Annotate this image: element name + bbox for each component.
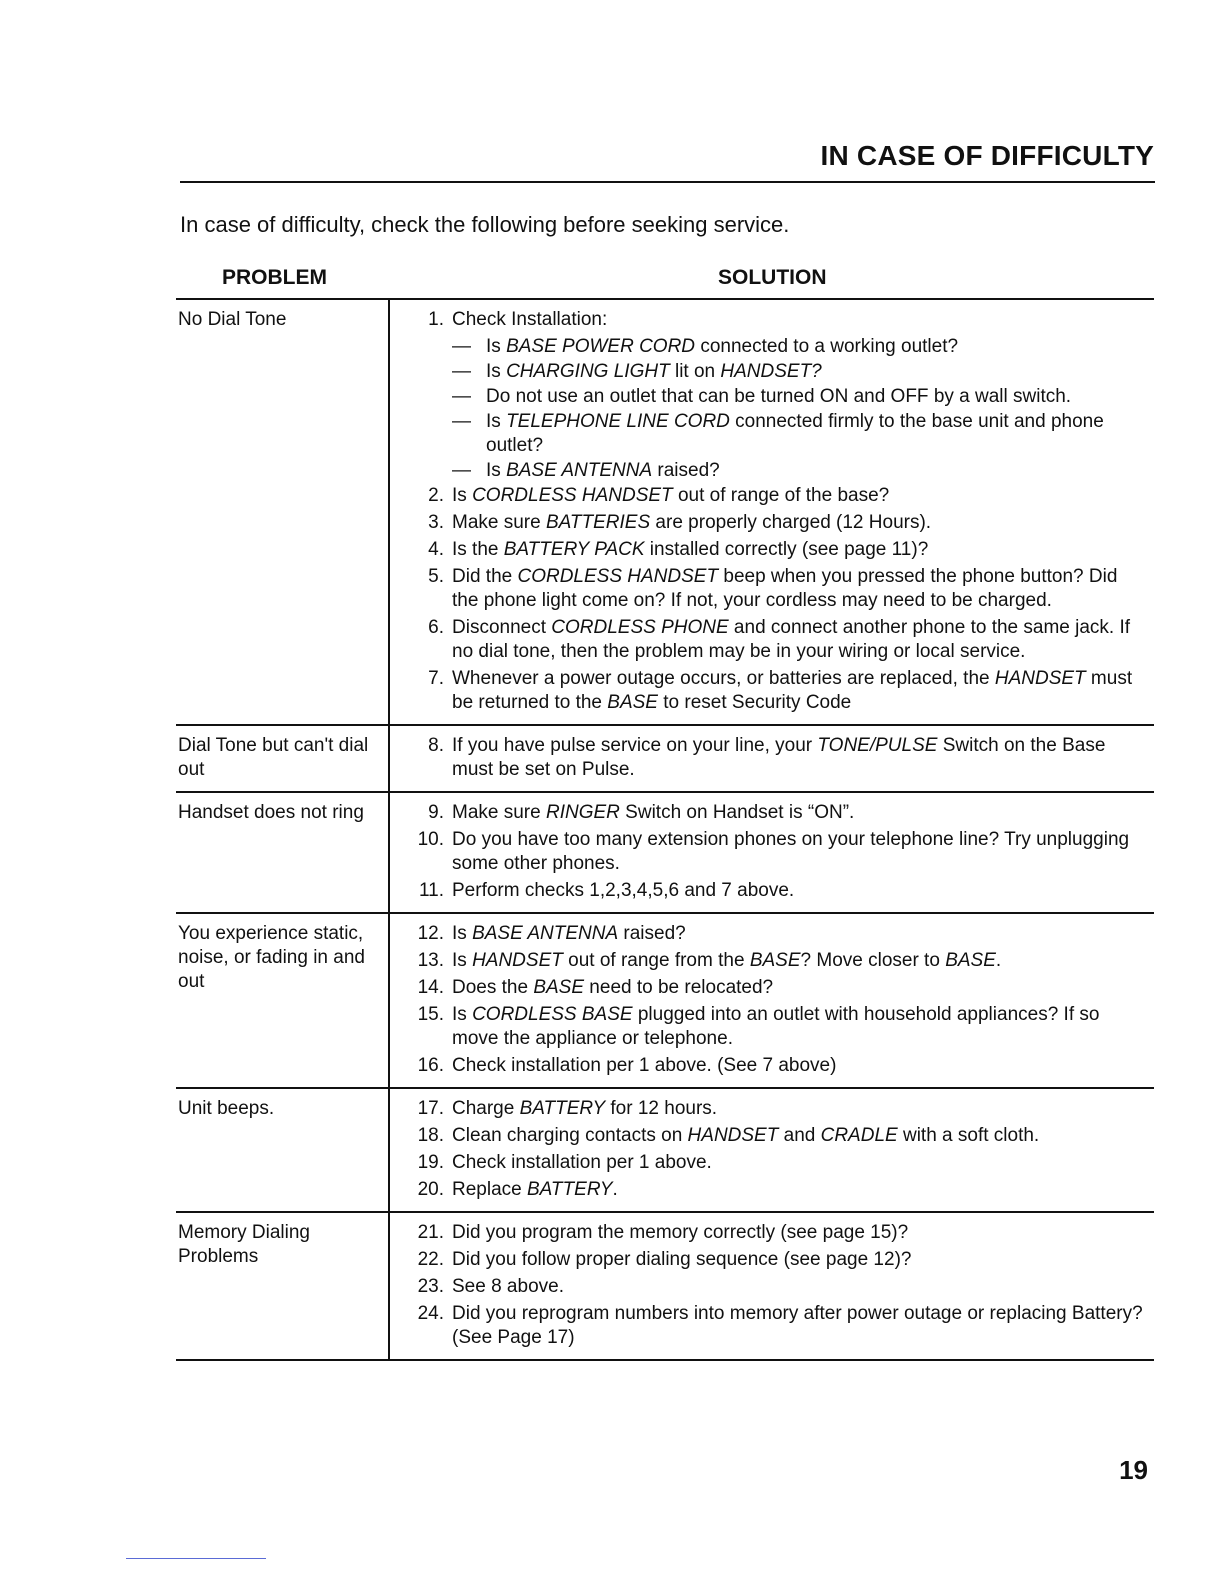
- page-number: 19: [1119, 1455, 1148, 1485]
- solution-item: [390, 667, 1154, 715]
- dash-bullet: —: [452, 460, 471, 481]
- text-run: and: [778, 1125, 821, 1146]
- sub-item: [452, 459, 1154, 483]
- item-number: 11.: [418, 880, 444, 901]
- item-number: 17.: [417, 1098, 444, 1119]
- item-number: 21.: [417, 1222, 444, 1243]
- text-run: plugged into an outlet with household appliances? If so move the appliance or telephone.: [452, 1004, 1100, 1049]
- solution-item: [390, 1275, 1154, 1299]
- text-run: and connect another phone to the same jack. If no dial tone, then the problem may be in your wiring or local service.: [452, 617, 1131, 662]
- emphasized-term: BATTERIES: [545, 512, 651, 533]
- sub-item: [452, 360, 1154, 384]
- item-text: [452, 1178, 1154, 1202]
- solution-cell: [390, 726, 1154, 791]
- item-number: 12.: [417, 923, 444, 944]
- text-run: Whenever a power outage occurs, or batteries are replaced, the: [452, 668, 995, 689]
- item-text: [452, 565, 1154, 613]
- item-number: 24.: [417, 1303, 444, 1324]
- emphasized-term: BASE ANTENNA: [506, 460, 653, 481]
- table-row: [176, 1089, 1154, 1213]
- item-number: 8.: [428, 735, 444, 756]
- emphasized-term: BASE: [607, 692, 658, 713]
- text-run: with a soft cloth.: [897, 1125, 1040, 1146]
- text-run: If you have pulse service on your line, your: [452, 735, 818, 756]
- solution-item: [390, 538, 1154, 562]
- sub-item: [452, 335, 1154, 359]
- item-text: [452, 1124, 1154, 1148]
- text-run: Did you program the memory correctly (see page 15)?: [452, 1222, 909, 1243]
- text-run: Do you have too many extension phones on your telephone line? Try unplugging some other phones.: [452, 829, 1130, 874]
- text-run: Did you reprogram numbers into memory after power outage or replacing Battery? (See Page 17): [452, 1303, 1143, 1348]
- item-text: [452, 484, 1154, 508]
- text-run: Switch on Handset is “ON”.: [619, 802, 855, 823]
- table-row: [176, 726, 1154, 793]
- text-run: out of range from the: [562, 950, 750, 971]
- dash-bullet: —: [452, 361, 471, 382]
- text-run: Charge: [452, 1098, 520, 1119]
- problem-cell: You experience static, noise, or fading in and out: [176, 914, 390, 1087]
- text-run: for 12 hours.: [605, 1098, 718, 1119]
- text-run: lit on: [669, 361, 721, 382]
- text-run: Is: [452, 950, 473, 971]
- text-run: Make sure: [452, 512, 546, 533]
- item-text: [452, 801, 1154, 825]
- emphasized-term: CRADLE: [820, 1125, 898, 1146]
- text-run: Is: [452, 485, 473, 506]
- text-run: must be returned to the: [452, 668, 1133, 713]
- solution-item: [390, 1054, 1154, 1078]
- emphasized-term: BASE POWER CORD: [506, 336, 696, 357]
- item-number: 4.: [428, 539, 444, 560]
- text-run: raised?: [652, 460, 720, 481]
- solution-cell: [390, 914, 1154, 1087]
- solution-item: [390, 1124, 1154, 1148]
- item-number: 3.: [428, 512, 444, 533]
- solution-item: [390, 1151, 1154, 1175]
- solution-item: [390, 565, 1154, 613]
- emphasized-term: TELEPHONE LINE CORD: [506, 411, 730, 432]
- item-number: 16.: [417, 1055, 444, 1076]
- item-text: [452, 922, 1154, 946]
- text-run: to reset Security Code: [657, 692, 852, 713]
- dash-bullet: —: [452, 386, 471, 407]
- text-run: Is: [486, 460, 507, 481]
- item-number: 9.: [428, 802, 444, 823]
- item-text: [452, 538, 1154, 562]
- text-run: out of range of the base?: [672, 485, 890, 506]
- solution-item: [390, 1302, 1154, 1350]
- item-text: [452, 1248, 1154, 1272]
- text-run: Clean charging contacts on: [452, 1125, 688, 1146]
- sub-item-text: [486, 410, 1154, 458]
- sub-item-text: [486, 360, 1154, 384]
- solution-item: [390, 734, 1154, 782]
- intro-text: In case of difficulty, check the following before seeking service.: [180, 212, 790, 237]
- text-run: Perform checks 1,2,3,4,5,6 and 7 above.: [452, 880, 795, 901]
- emphasized-term: HANDSET: [994, 668, 1086, 689]
- text-run: Is: [452, 923, 473, 944]
- text-run: Is: [486, 336, 507, 357]
- item-number: 23.: [417, 1276, 444, 1297]
- item-number: 7.: [428, 668, 444, 689]
- solution-item: [390, 308, 1154, 332]
- solution-item: [390, 949, 1154, 973]
- item-text: [452, 511, 1154, 535]
- problem-cell: Handset does not ring: [176, 793, 390, 912]
- emphasized-term: CHARGING LIGHT: [506, 361, 670, 382]
- problem-cell: Unit beeps.: [176, 1089, 390, 1211]
- emphasized-term: BASE: [945, 950, 996, 971]
- text-run: Do not use an outlet that can be turned ON and OFF by a wall switch.: [486, 386, 1072, 407]
- item-number: 20.: [417, 1179, 444, 1200]
- item-text: [452, 1003, 1154, 1051]
- emphasized-term: BASE: [749, 950, 801, 971]
- item-number: 22.: [417, 1249, 444, 1270]
- dash-bullet: —: [452, 336, 471, 357]
- sub-item: [452, 385, 1154, 409]
- emphasized-term: CORDLESS PHONE: [551, 617, 729, 638]
- table-row: [176, 300, 1154, 726]
- solution-cell: [390, 1089, 1154, 1211]
- text-run: Did you follow proper dialing sequence (see page 12)?: [452, 1249, 912, 1270]
- solution-item: [390, 801, 1154, 825]
- emphasized-term: BATTERY: [519, 1098, 606, 1119]
- item-number: 19.: [417, 1152, 444, 1173]
- solution-item: [390, 1003, 1154, 1051]
- item-text: [452, 667, 1154, 715]
- page-title: IN CASE OF DIFFICULTY: [820, 140, 1154, 171]
- item-text: [452, 1054, 1154, 1078]
- text-run: Does the: [452, 977, 534, 998]
- text-run: Did the: [452, 566, 518, 587]
- item-text: [452, 1151, 1154, 1175]
- sub-item-text: [486, 335, 1154, 359]
- troubleshooting-table: [176, 298, 1154, 1361]
- item-text: [452, 976, 1154, 1000]
- text-run: Is: [486, 361, 507, 382]
- text-run: Switch on the Base must be set on Pulse.: [452, 735, 1106, 780]
- title-rule: [180, 181, 1155, 183]
- emphasized-term: RINGER: [545, 802, 620, 823]
- text-run: Is: [486, 411, 507, 432]
- text-run: Is the: [452, 539, 504, 560]
- text-run: See 8 above.: [452, 1276, 564, 1297]
- problem-cell: Dial Tone but can't dial out: [176, 726, 390, 791]
- item-number: 15.: [417, 1004, 444, 1025]
- item-text: [452, 1097, 1154, 1121]
- item-text: [452, 308, 1154, 332]
- solution-item: [390, 616, 1154, 664]
- problem-cell: Memory Dialing Problems: [176, 1213, 390, 1359]
- item-number: 18.: [417, 1125, 444, 1146]
- item-text: [452, 734, 1154, 782]
- sub-item: [452, 410, 1154, 458]
- text-run: ? Move closer to: [800, 950, 946, 971]
- text-run: Make sure: [452, 802, 546, 823]
- problem-column-header: PROBLEM: [222, 266, 327, 289]
- solution-item: [390, 922, 1154, 946]
- emphasized-term: BATTERY PACK: [503, 539, 645, 560]
- item-number: 2.: [428, 485, 444, 506]
- solution-item: [390, 1097, 1154, 1121]
- text-run: raised?: [618, 923, 686, 944]
- item-text: [452, 879, 1154, 903]
- text-run: .: [612, 1179, 618, 1200]
- item-number: 5.: [428, 566, 444, 587]
- problem-cell: No Dial Tone: [176, 300, 390, 724]
- table-row: [176, 1213, 1154, 1361]
- item-text: [452, 1275, 1154, 1299]
- emphasized-term: HANDSET?: [720, 361, 822, 382]
- text-run: need to be relocated?: [584, 977, 774, 998]
- solution-item: [390, 976, 1154, 1000]
- item-text: [452, 1221, 1154, 1245]
- emphasized-term: CORDLESS HANDSET: [517, 566, 719, 587]
- emphasized-term: HANDSET: [472, 950, 563, 971]
- item-text: [452, 828, 1154, 876]
- emphasized-term: CORDLESS BASE: [472, 1004, 633, 1025]
- item-text: [452, 949, 1154, 973]
- text-run: Disconnect: [452, 617, 552, 638]
- solution-item: [390, 879, 1154, 903]
- text-run: Check installation per 1 above. (See 7 above): [452, 1055, 837, 1076]
- sub-item-text: [486, 385, 1154, 409]
- item-number: 13.: [417, 950, 444, 971]
- solution-item: [390, 1248, 1154, 1272]
- text-run: are properly charged (12 Hours).: [650, 512, 932, 533]
- table-row: [176, 793, 1154, 914]
- solution-column-header: SOLUTION: [718, 266, 827, 289]
- emphasized-term: CORDLESS HANDSET: [472, 485, 673, 506]
- item-text: [452, 1302, 1154, 1350]
- sub-item-text: [486, 459, 1154, 483]
- emphasized-term: TONE/PULSE: [817, 735, 938, 756]
- solution-cell: [390, 300, 1154, 724]
- text-run: connected firmly to the base unit and phone outlet?: [486, 411, 1104, 456]
- solution-item: [390, 1221, 1154, 1245]
- solution-item: [390, 484, 1154, 508]
- text-run: Is: [452, 1004, 473, 1025]
- emphasized-term: HANDSET: [687, 1125, 779, 1146]
- solution-item: [390, 1178, 1154, 1202]
- item-number: 6.: [428, 617, 444, 638]
- text-run: Check Installation:: [452, 309, 608, 330]
- emphasized-term: BASE ANTENNA: [472, 923, 619, 944]
- text-run: Check installation per 1 above.: [452, 1152, 712, 1173]
- item-number: 1.: [428, 309, 444, 330]
- text-run: .: [995, 950, 1002, 971]
- solution-cell: [390, 1213, 1154, 1359]
- emphasized-term: BASE: [533, 977, 585, 998]
- table-row: [176, 914, 1154, 1089]
- text-run: Replace: [452, 1179, 527, 1200]
- solution-cell: [390, 793, 1154, 912]
- solution-item: [390, 828, 1154, 876]
- text-run: connected to a working outlet?: [695, 336, 959, 357]
- item-number: 10.: [417, 829, 444, 850]
- item-text: [452, 616, 1154, 664]
- footer-line: [126, 1558, 266, 1559]
- text-run: beep when you pressed the phone button? Did the phone light come on? If not, your cordless may need to be charged.: [452, 566, 1118, 611]
- solution-item: [390, 511, 1154, 535]
- dash-bullet: —: [452, 411, 471, 432]
- item-number: 14.: [417, 977, 444, 998]
- emphasized-term: BATTERY: [527, 1179, 613, 1200]
- text-run: installed correctly (see page 11)?: [644, 539, 929, 560]
